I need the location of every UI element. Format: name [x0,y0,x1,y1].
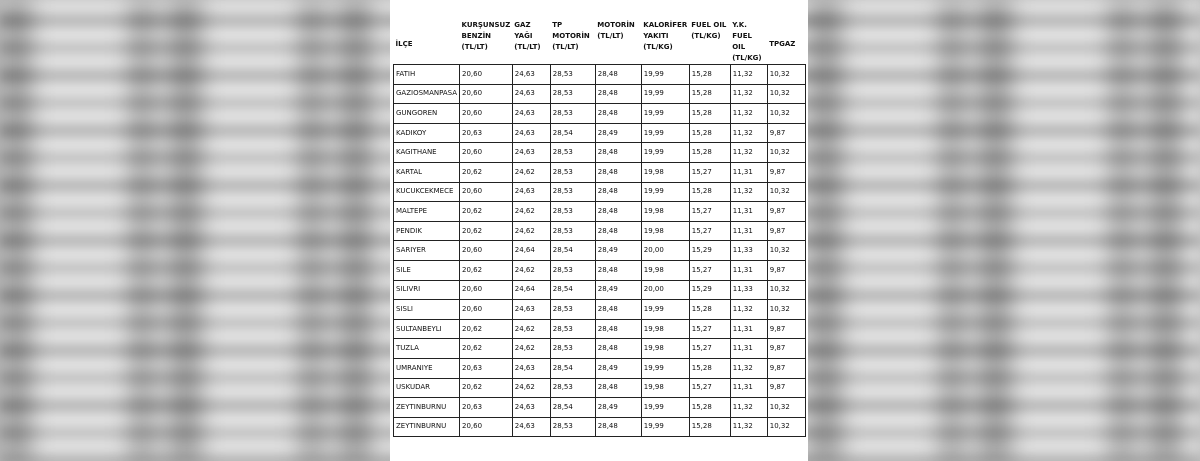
cell-fuel-oil: 15,28 [689,143,730,163]
cell-district: USKUDAR [394,378,460,398]
cell-kalorifer-yakiti: 19,98 [641,378,689,398]
cell-tpgaz: 9,87 [767,123,805,143]
table-row [394,84,806,104]
cell-kursunsuz-benzin: 20,60 [460,84,513,104]
cell-yk-fuel-oil: 11,31 [730,339,767,359]
header-tp-motorin: TP MOTORİN (TL/LT) [552,21,590,51]
cell-yk-fuel-oil: 11,32 [730,84,767,104]
cell-fuel-oil: 15,28 [689,300,730,320]
cell-district: KUCUKCEKMECE [394,182,460,202]
cell-yk-fuel-oil: 11,32 [730,123,767,143]
cell-gaz-yagi: 24,62 [512,221,550,241]
cell-motorin: 28,49 [595,398,641,418]
cell-kalorifer-yakiti: 19,99 [641,84,689,104]
table-row [394,123,806,143]
table-row [394,339,806,359]
cell-fuel-oil: 15,28 [689,104,730,124]
cell-tpgaz: 10,32 [767,104,805,124]
cell-tp-motorin: 28,53 [550,84,595,104]
cell-gaz-yagi: 24,63 [512,123,550,143]
cell-yk-fuel-oil: 11,32 [730,143,767,163]
cell-yk-fuel-oil: 11,32 [730,398,767,418]
cell-motorin: 28,48 [595,260,641,280]
cell-motorin: 28,48 [595,378,641,398]
cell-tpgaz: 9,87 [767,339,805,359]
cell-kalorifer-yakiti: 19,99 [641,143,689,163]
cell-tpgaz: 9,87 [767,378,805,398]
cell-motorin: 28,48 [595,339,641,359]
cell-gaz-yagi: 24,63 [512,398,550,418]
cell-tpgaz: 10,32 [767,280,805,300]
cell-district: SISLI [394,300,460,320]
cell-gaz-yagi: 24,63 [512,143,550,163]
cell-motorin: 28,48 [595,182,641,202]
table-row [394,182,806,202]
cell-kalorifer-yakiti: 19,98 [641,202,689,222]
cell-gaz-yagi: 24,63 [512,358,550,378]
cell-kalorifer-yakiti: 19,99 [641,182,689,202]
cell-district: SARIYER [394,241,460,261]
blurred-background-right [810,0,1200,461]
cell-district: SILIVRI [394,280,460,300]
cell-fuel-oil: 15,27 [689,202,730,222]
cell-kursunsuz-benzin: 20,60 [460,280,513,300]
cell-tp-motorin: 28,54 [550,358,595,378]
cell-tpgaz: 10,32 [767,84,805,104]
cell-gaz-yagi: 24,62 [512,260,550,280]
cell-gaz-yagi: 24,62 [512,202,550,222]
cell-kalorifer-yakiti: 20,00 [641,241,689,261]
table-row [394,300,806,320]
cell-district: KAGITHANE [394,143,460,163]
cell-tp-motorin: 28,54 [550,241,595,261]
cell-kursunsuz-benzin: 20,62 [460,221,513,241]
cell-kalorifer-yakiti: 19,99 [641,417,689,437]
cell-kalorifer-yakiti: 19,99 [641,300,689,320]
cell-tp-motorin: 28,54 [550,123,595,143]
cell-fuel-oil: 15,27 [689,162,730,182]
cell-gaz-yagi: 24,63 [512,104,550,124]
header-yk-fuel-oil: Y.K. FUEL OIL (TL/KG) [732,21,762,62]
cell-fuel-oil: 15,27 [689,339,730,359]
cell-yk-fuel-oil: 11,32 [730,182,767,202]
cell-gaz-yagi: 24,63 [512,300,550,320]
cell-motorin: 28,48 [595,104,641,124]
cell-yk-fuel-oil: 11,32 [730,104,767,124]
cell-yk-fuel-oil: 11,31 [730,221,767,241]
cell-kursunsuz-benzin: 20,63 [460,123,513,143]
cell-tp-motorin: 28,53 [550,104,595,124]
cell-district: SULTANBEYLI [394,319,460,339]
cell-tp-motorin: 28,53 [550,339,595,359]
cell-tp-motorin: 28,53 [550,182,595,202]
cell-tp-motorin: 28,53 [550,417,595,437]
header-kalorifer-yakiti: KALORİFER YAKITI (TL/KG) [643,21,688,51]
header-gaz-yagi: GAZ YAĞI (TL/LT) [514,21,541,51]
cell-district: GAZIOSMANPASA [394,84,460,104]
fuel-price-table [393,18,806,437]
cell-kalorifer-yakiti: 19,99 [641,104,689,124]
cell-kalorifer-yakiti: 19,98 [641,221,689,241]
cell-motorin: 28,48 [595,300,641,320]
cell-yk-fuel-oil: 11,33 [730,241,767,261]
cell-tp-motorin: 28,54 [550,280,595,300]
cell-fuel-oil: 15,28 [689,398,730,418]
cell-motorin: 28,49 [595,123,641,143]
cell-kursunsuz-benzin: 20,63 [460,398,513,418]
cell-fuel-oil: 15,28 [689,123,730,143]
cell-yk-fuel-oil: 11,32 [730,65,767,85]
cell-district: ZEYTINBURNU [394,417,460,437]
cell-kalorifer-yakiti: 19,98 [641,260,689,280]
table-row [394,65,806,85]
cell-fuel-oil: 15,28 [689,182,730,202]
cell-kursunsuz-benzin: 20,60 [460,182,513,202]
cell-tp-motorin: 28,54 [550,398,595,418]
cell-kursunsuz-benzin: 20,60 [460,241,513,261]
cell-yk-fuel-oil: 11,33 [730,280,767,300]
table-row [394,319,806,339]
table-body [394,65,806,437]
cell-kalorifer-yakiti: 19,99 [641,398,689,418]
cell-tpgaz: 9,87 [767,319,805,339]
cell-motorin: 28,48 [595,221,641,241]
cell-kalorifer-yakiti: 19,98 [641,339,689,359]
cell-tpgaz: 9,87 [767,221,805,241]
cell-yk-fuel-oil: 11,31 [730,378,767,398]
cell-yk-fuel-oil: 11,32 [730,358,767,378]
cell-tpgaz: 9,87 [767,162,805,182]
header-motorin: MOTORİN (TL/LT) [597,21,635,40]
cell-motorin: 28,48 [595,143,641,163]
cell-fuel-oil: 15,27 [689,260,730,280]
table-row [394,260,806,280]
cell-kursunsuz-benzin: 20,62 [460,319,513,339]
cell-district: FATIH [394,65,460,85]
table-row [394,104,806,124]
table-row [394,162,806,182]
cell-kursunsuz-benzin: 20,60 [460,143,513,163]
blurred-background-left [0,0,390,461]
cell-yk-fuel-oil: 11,32 [730,417,767,437]
cell-kalorifer-yakiti: 19,99 [641,65,689,85]
cell-yk-fuel-oil: 11,31 [730,162,767,182]
header-ilce: İLÇE [395,39,413,48]
cell-motorin: 28,48 [595,84,641,104]
cell-tp-motorin: 28,53 [550,202,595,222]
cell-tpgaz: 10,32 [767,398,805,418]
cell-gaz-yagi: 24,62 [512,319,550,339]
cell-tp-motorin: 28,53 [550,319,595,339]
cell-kalorifer-yakiti: 20,00 [641,280,689,300]
cell-fuel-oil: 15,27 [689,221,730,241]
cell-kursunsuz-benzin: 20,62 [460,260,513,280]
table-row [394,417,806,437]
cell-kursunsuz-benzin: 20,63 [460,358,513,378]
cell-fuel-oil: 15,29 [689,280,730,300]
cell-district: TUZLA [394,339,460,359]
cell-kursunsuz-benzin: 20,62 [460,162,513,182]
cell-tp-motorin: 28,53 [550,221,595,241]
cell-tpgaz: 9,87 [767,260,805,280]
cell-tp-motorin: 28,53 [550,162,595,182]
cell-gaz-yagi: 24,63 [512,182,550,202]
cell-tpgaz: 10,32 [767,300,805,320]
cell-district: GUNGOREN [394,104,460,124]
table-row [394,280,806,300]
cell-tp-motorin: 28,53 [550,300,595,320]
cell-fuel-oil: 15,28 [689,358,730,378]
cell-yk-fuel-oil: 11,31 [730,319,767,339]
cell-district: PENDIK [394,221,460,241]
cell-district: KADIKOY [394,123,460,143]
cell-tpgaz: 10,32 [767,143,805,163]
cell-kursunsuz-benzin: 20,60 [460,417,513,437]
header-tpgaz: TPGAZ [769,39,796,48]
cell-kursunsuz-benzin: 20,62 [460,339,513,359]
cell-fuel-oil: 15,28 [689,417,730,437]
cell-gaz-yagi: 24,63 [512,84,550,104]
cell-motorin: 28,48 [595,319,641,339]
table-header-row [394,18,806,65]
cell-kalorifer-yakiti: 19,99 [641,358,689,378]
cell-motorin: 28,48 [595,162,641,182]
cell-district: UMRANIYE [394,358,460,378]
cell-gaz-yagi: 24,63 [512,417,550,437]
cell-district: SILE [394,260,460,280]
price-table-document [390,0,808,461]
cell-yk-fuel-oil: 11,32 [730,300,767,320]
cell-kursunsuz-benzin: 20,62 [460,378,513,398]
cell-kursunsuz-benzin: 20,62 [460,202,513,222]
table-row [394,378,806,398]
cell-tpgaz: 9,87 [767,358,805,378]
cell-motorin: 28,49 [595,241,641,261]
cell-kursunsuz-benzin: 20,60 [460,104,513,124]
cell-gaz-yagi: 24,64 [512,241,550,261]
cell-tpgaz: 10,32 [767,241,805,261]
cell-gaz-yagi: 24,64 [512,280,550,300]
cell-tpgaz: 9,87 [767,202,805,222]
cell-district: MALTEPE [394,202,460,222]
cell-motorin: 28,49 [595,280,641,300]
table-row [394,202,806,222]
cell-kursunsuz-benzin: 20,60 [460,300,513,320]
cell-fuel-oil: 15,28 [689,65,730,85]
cell-district: KARTAL [394,162,460,182]
cell-yk-fuel-oil: 11,31 [730,202,767,222]
cell-kalorifer-yakiti: 19,98 [641,319,689,339]
cell-gaz-yagi: 24,62 [512,339,550,359]
cell-tp-motorin: 28,53 [550,65,595,85]
table-row [394,241,806,261]
cell-motorin: 28,48 [595,202,641,222]
cell-tp-motorin: 28,53 [550,378,595,398]
cell-motorin: 28,48 [595,65,641,85]
cell-kalorifer-yakiti: 19,98 [641,162,689,182]
cell-kalorifer-yakiti: 19,99 [641,123,689,143]
cell-gaz-yagi: 24,62 [512,162,550,182]
cell-gaz-yagi: 24,63 [512,65,550,85]
cell-tpgaz: 10,32 [767,65,805,85]
cell-district: ZEYTINBURNU [394,398,460,418]
cell-tp-motorin: 28,53 [550,260,595,280]
table-row [394,358,806,378]
cell-motorin: 28,48 [595,417,641,437]
table-row [394,398,806,418]
table-row [394,143,806,163]
cell-fuel-oil: 15,29 [689,241,730,261]
cell-fuel-oil: 15,27 [689,319,730,339]
cell-tpgaz: 10,32 [767,417,805,437]
cell-fuel-oil: 15,28 [689,84,730,104]
cell-fuel-oil: 15,27 [689,378,730,398]
cell-tp-motorin: 28,53 [550,143,595,163]
cell-kursunsuz-benzin: 20,60 [460,65,513,85]
cell-gaz-yagi: 24,62 [512,378,550,398]
header-fuel-oil: FUEL OIL (TL/KG) [691,21,727,40]
header-kursunsuz-benzin: KURŞUNSUZ BENZİN (TL/LT) [461,21,511,51]
table-row [394,221,806,241]
cell-yk-fuel-oil: 11,31 [730,260,767,280]
cell-tpgaz: 10,32 [767,182,805,202]
cell-motorin: 28,49 [595,358,641,378]
